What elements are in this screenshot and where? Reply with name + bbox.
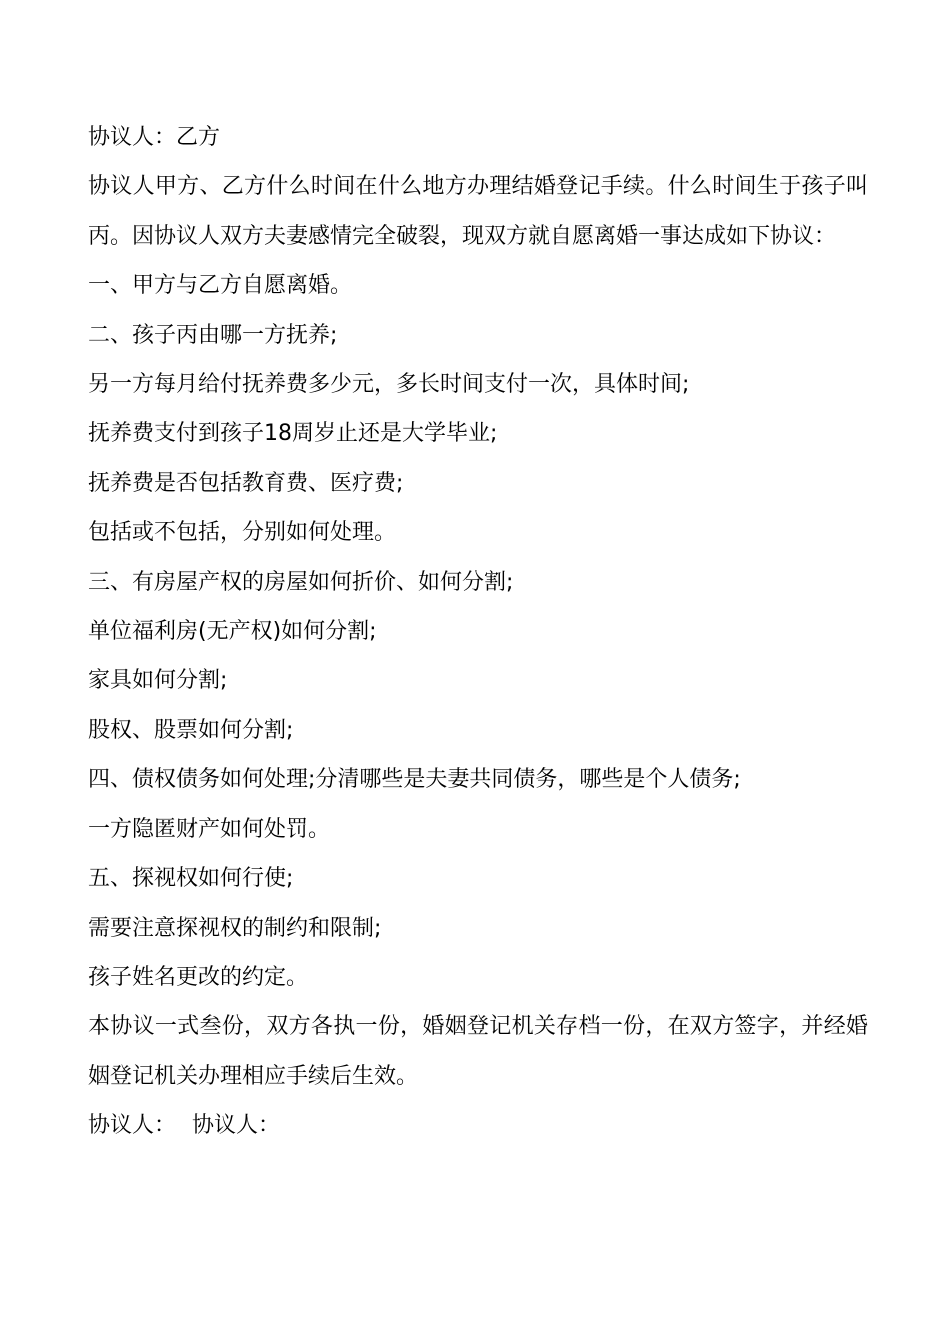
clause-5-name-change: 孩子姓名更改的约定。 [88,964,309,990]
clause-3-furniture: 家具如何分割; [88,668,228,694]
document-body [88,113,868,1151]
clause-3-stocks: 股权、股票如何分割; [88,717,294,743]
clause-3: 三、有房屋产权的房屋如何折价、如何分割; [88,569,514,595]
clause-5: 五、探视权如何行使; [88,866,294,892]
clause-5-restrictions: 需要注意探视权的制约和限制; [88,915,382,941]
party-line: 协议人：乙方 [88,125,221,150]
clause-1: 一、甲方与乙方自愿离婚。 [88,273,353,299]
clause-4: 四、债权债务如何处理;分清哪些是夫妻共同债务，哪些是个人债务; [88,767,741,793]
signature-party-a: 协议人： [88,1113,177,1139]
clause-2: 二、孩子丙由哪一方抚养; [88,322,338,348]
clause-3-welfare-housing: 单位福利房(无产权)如何分割; [88,619,377,645]
clause-4-concealment: 一方隐匿财产如何处罚。 [88,816,331,842]
intro-paragraph: 协议人甲方、乙方什么时间在什么地方办理结婚登记手续。什么时间生于孩子叫丙。因协议人双方夫妻感情完全破裂，现双方就自愿离婚一事达成如下协议： [88,174,868,249]
signature-line [88,1101,868,1150]
signature-party-b: 协议人： [192,1113,281,1139]
clause-2-handling: 包括或不包括，分别如何处理。 [88,520,397,546]
clause-2-support: 另一方每月给付抚养费多少元，多长时间支付一次，具体时间; [88,372,690,398]
clause-2-duration: 抚养费支付到孩子18周岁止还是大学毕业; [88,421,498,447]
clause-2-coverage: 抚养费是否包括教育费、医疗费; [88,470,404,496]
closing-paragraph: 本协议一式叁份，双方各执一份，婚姻登记机关存档一份，在双方签字，并经婚姻登记机关办理相应手续后生效。 [88,1014,868,1089]
